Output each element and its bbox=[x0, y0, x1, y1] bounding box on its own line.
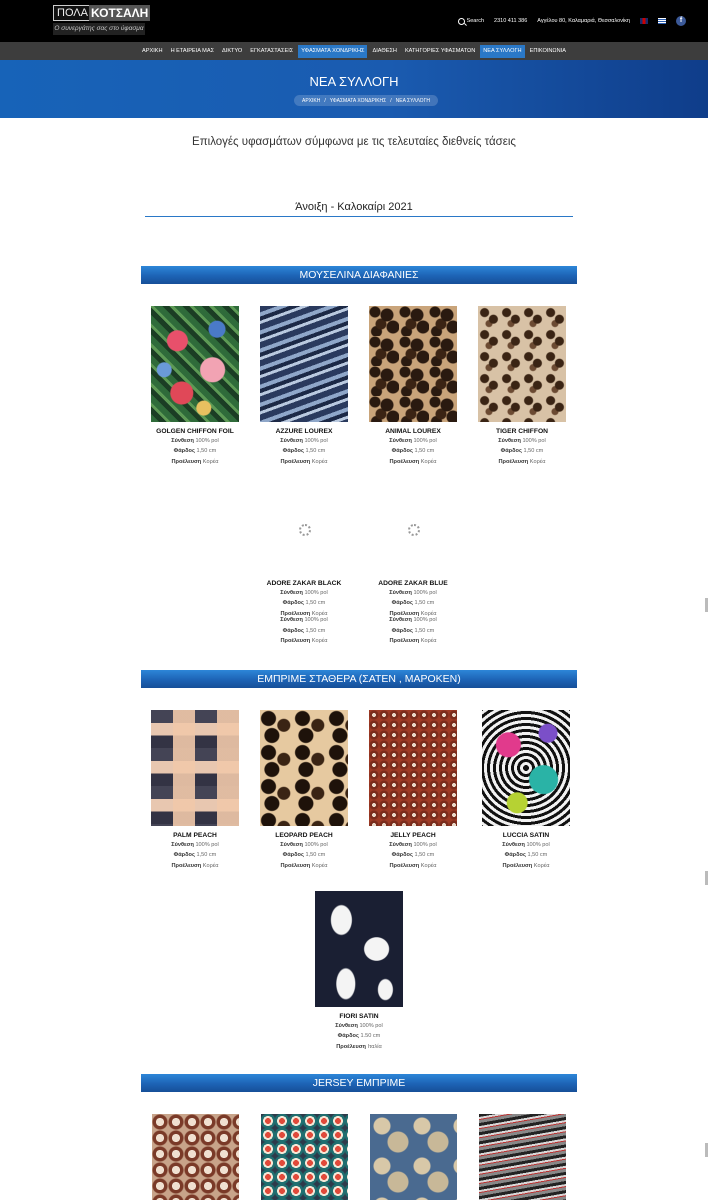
top-bar bbox=[0, 0, 708, 42]
product-image[interactable] bbox=[260, 306, 348, 422]
spec-value: 100% pol bbox=[359, 1023, 383, 1029]
spec-label: Φάρδος bbox=[391, 627, 413, 634]
phone-number[interactable]: 2310 411 386 bbox=[494, 18, 528, 24]
product-spec-composition bbox=[478, 840, 574, 850]
spec-value: Κορέα bbox=[529, 458, 546, 465]
spec-label: Προέλευση bbox=[280, 862, 311, 869]
spec-label: Σύνθεση bbox=[171, 842, 194, 848]
spec-value: 100% pol bbox=[304, 617, 328, 624]
product-image[interactable] bbox=[152, 1114, 239, 1200]
product-spec-width bbox=[256, 850, 352, 860]
spec-label: Φάρδος bbox=[391, 448, 413, 455]
spec-label: Σύνθεση bbox=[280, 438, 303, 444]
spec-label: Προέλευση bbox=[498, 458, 529, 465]
product-image[interactable] bbox=[260, 710, 348, 826]
spec-value: 100% pol bbox=[413, 438, 437, 444]
spec-value: 1,50 cm bbox=[527, 852, 548, 859]
product-card[interactable] bbox=[365, 306, 461, 467]
product-spec-width bbox=[147, 446, 243, 456]
spec-value: 100% pol bbox=[195, 438, 219, 444]
spec-label: Σύνθεση bbox=[171, 438, 194, 444]
product-image[interactable] bbox=[315, 891, 403, 1007]
spec-label: Φάρδος bbox=[282, 852, 304, 859]
product-spec-composition bbox=[365, 436, 461, 446]
product-spec-origin bbox=[365, 636, 461, 646]
product-spec-composition bbox=[365, 840, 461, 850]
product-spec-composition bbox=[311, 1021, 407, 1031]
product-spec-width bbox=[311, 1031, 407, 1041]
product-card[interactable] bbox=[311, 891, 407, 1052]
spec-value: 1,50 cm bbox=[414, 627, 435, 634]
product-card[interactable] bbox=[147, 710, 243, 871]
nav-item[interactable]: ΔΙΑΘΕΣΗ bbox=[372, 47, 397, 54]
spec-value: Κορέα bbox=[202, 862, 219, 869]
spec-label: Προέλευση bbox=[389, 862, 420, 869]
product-spec-composition bbox=[256, 588, 352, 598]
spec-label: Σύνθεση bbox=[389, 590, 412, 596]
product-name[interactable]: ADORE ZAKAR BLACK bbox=[266, 580, 342, 587]
spec-value: 1,50 cm bbox=[305, 448, 326, 455]
search-label: Search bbox=[466, 18, 485, 24]
spec-value: 1,50 cm bbox=[305, 852, 326, 859]
breadcrumb-wholesale[interactable]: ΥΦΑΣΜΑΤΑ ΧΟΝΔΡΙΚΗΣ bbox=[329, 97, 387, 104]
spec-value: Κορέα bbox=[311, 862, 328, 869]
product-name[interactable]: GOLGEN CHIFFON FOIL bbox=[156, 428, 234, 435]
spec-label: Σύνθεση bbox=[389, 617, 412, 624]
search-button[interactable] bbox=[458, 18, 484, 25]
product-spec-width bbox=[147, 850, 243, 860]
logo-tagline: Ο συνεργάτης σας στο ύφασμα bbox=[53, 23, 145, 35]
spec-label: Σύνθεση bbox=[335, 1023, 358, 1029]
spec-label: Προέλευση bbox=[502, 862, 533, 869]
product-spec-composition bbox=[474, 436, 570, 446]
season-divider bbox=[145, 216, 573, 217]
logo-name: ΚΟΤΣΑΛΗ bbox=[91, 6, 149, 20]
facebook-icon[interactable]: f bbox=[676, 16, 686, 26]
page-title: ΝΕΑ ΣΥΛΛΟΓΗ bbox=[309, 74, 399, 89]
product-card[interactable] bbox=[256, 458, 352, 646]
spec-value: 100% pol bbox=[413, 590, 437, 596]
product-image[interactable] bbox=[151, 306, 239, 422]
spec-value: Κορέα bbox=[311, 638, 328, 645]
product-spec-width bbox=[256, 598, 352, 608]
spec-value: Ιταλία bbox=[367, 1043, 382, 1050]
product-image[interactable] bbox=[151, 710, 239, 826]
product-card[interactable] bbox=[256, 710, 352, 871]
nav-item[interactable]: ΕΠΙΚΟΙΝΩΝΙΑ bbox=[529, 47, 566, 54]
product-card[interactable] bbox=[256, 306, 352, 467]
product-name[interactable]: LUCCIA SATIN bbox=[502, 832, 550, 839]
spec-label: Προέλευση bbox=[171, 458, 202, 465]
product-spec-origin bbox=[478, 861, 574, 871]
product-spec-width bbox=[365, 850, 461, 860]
spec-label: Σύνθεση bbox=[498, 438, 521, 444]
spec-label: Φάρδος bbox=[504, 852, 526, 859]
product-spec-width bbox=[256, 626, 352, 636]
page-hero bbox=[0, 60, 708, 118]
product-spec-width bbox=[478, 850, 574, 860]
spec-label: Προέλευση bbox=[280, 610, 311, 617]
nav-item[interactable]: ΕΓΚΑΤΑΣΤΑΣΕΙΣ bbox=[250, 47, 294, 54]
product-card[interactable] bbox=[365, 458, 461, 646]
nav-item[interactable]: Η ΕΤΑΙΡΕΙΑ ΜΑΣ bbox=[170, 47, 215, 54]
spec-label: Προέλευση bbox=[389, 458, 420, 465]
product-spec-origin bbox=[311, 1042, 407, 1052]
spec-value: 100% pol bbox=[413, 617, 437, 624]
nav-item[interactable]: ΔΙΚΤΥΟ bbox=[222, 47, 243, 54]
product-spec-origin bbox=[147, 861, 243, 871]
product-name[interactable]: ANIMAL LOUREX bbox=[385, 428, 441, 435]
flag-gr-icon[interactable] bbox=[658, 18, 666, 24]
product-spec-composition bbox=[147, 436, 243, 446]
spec-value: 1,50 cm bbox=[305, 627, 326, 634]
spec-value: Κορέα bbox=[420, 610, 437, 617]
address: Αγγέλου 80, Καλαμαριά, Θεσσαλονίκη bbox=[537, 18, 630, 24]
spec-value: 100% pol bbox=[413, 842, 437, 848]
spec-value: 100% pol bbox=[304, 590, 328, 596]
product-name[interactable]: AZZURE LOUREX bbox=[275, 428, 333, 435]
search-icon bbox=[458, 18, 465, 25]
spec-label: Φάρδος bbox=[500, 448, 522, 455]
spec-label: Προέλευση bbox=[280, 458, 311, 465]
loading-spinner-icon bbox=[408, 524, 420, 536]
spec-value: Κορέα bbox=[420, 638, 437, 645]
product-spec-origin bbox=[256, 861, 352, 871]
spec-label: Φάρδος bbox=[282, 448, 304, 455]
product-image[interactable] bbox=[369, 710, 457, 826]
spec-label: Σύνθεση bbox=[502, 842, 525, 848]
spec-label: Φάρδος bbox=[173, 852, 195, 859]
product-image[interactable] bbox=[369, 306, 457, 422]
product-spec-width bbox=[365, 446, 461, 456]
product-spec-composition bbox=[256, 840, 352, 850]
spec-value: 1,50 cm bbox=[523, 448, 544, 455]
product-spec-width bbox=[365, 598, 461, 608]
product-image[interactable] bbox=[261, 1114, 348, 1200]
spec-value: 1,50 cm bbox=[196, 448, 217, 455]
product-spec-composition bbox=[256, 615, 352, 625]
spec-value: 100% pol bbox=[195, 842, 219, 848]
spec-value: Κορέα bbox=[420, 458, 437, 465]
breadcrumb-separator: / bbox=[324, 97, 326, 104]
breadcrumb-current: ΝΕΑ ΣΥΛΛΟΓΗ bbox=[395, 97, 430, 104]
nav-item[interactable]: ΚΑΤΗΓΟΡΙΕΣ ΥΦΑΣΜΑΤΩΝ bbox=[404, 47, 476, 54]
product-spec-width bbox=[256, 446, 352, 456]
intro-subtitle: Επιλογές υφασμάτων σύμφωνα με τις τελευταίες διεθνείς τάσεις bbox=[192, 136, 516, 148]
spec-value: Κορέα bbox=[420, 862, 437, 869]
spec-value: 1.50 cm bbox=[360, 1033, 381, 1040]
nav-item[interactable]: ΥΦΑΣΜΑΤΑ ΧΟΝΔΡΙΚΗΣ bbox=[298, 45, 367, 58]
main-nav bbox=[0, 42, 708, 60]
spec-label: Φάρδος bbox=[391, 852, 413, 859]
spec-label: Σύνθεση bbox=[389, 842, 412, 848]
product-name[interactable]: LEOPARD PEACH bbox=[275, 832, 333, 839]
product-card[interactable] bbox=[478, 710, 574, 871]
logo[interactable] bbox=[53, 5, 149, 36]
spec-value: Κορέα bbox=[311, 458, 328, 465]
breadcrumb-home[interactable]: ΑΡΧΙΚΗ bbox=[302, 97, 321, 104]
spec-value: Κορέα bbox=[202, 458, 219, 465]
product-name[interactable]: JELLY PEACH bbox=[390, 832, 436, 839]
spec-label: Φάρδος bbox=[282, 600, 304, 607]
product-spec-origin bbox=[365, 861, 461, 871]
spec-label: Σύνθεση bbox=[280, 590, 303, 596]
product-spec-composition bbox=[147, 840, 243, 850]
product-image[interactable] bbox=[482, 710, 570, 826]
product-name[interactable]: PALM PEACH bbox=[173, 832, 217, 839]
product-card[interactable] bbox=[147, 306, 243, 467]
spec-label: Σύνθεση bbox=[389, 438, 412, 444]
section-header-prints: ΕΜΠΡΙΜΕ ΣΤΑΘΕΡΑ (ΣΑΤΕΝ , ΜΑΡΟΚΕΝ) bbox=[141, 670, 577, 688]
breadcrumb-separator: / bbox=[390, 97, 392, 104]
spec-value: 1,50 cm bbox=[196, 852, 217, 859]
loading-spinner-icon bbox=[299, 524, 311, 536]
top-utilities bbox=[458, 14, 686, 28]
spec-value: 100% pol bbox=[522, 438, 546, 444]
spec-value: 1,50 cm bbox=[305, 600, 326, 607]
product-spec-width bbox=[365, 626, 461, 636]
spec-label: Προέλευση bbox=[280, 638, 311, 645]
spec-label: Προέλευση bbox=[389, 638, 420, 645]
spec-label: Προέλευση bbox=[389, 610, 420, 617]
section-header-jersey: JERSEY ΕΜΠΡΙΜΕ bbox=[141, 1074, 577, 1092]
product-spec-composition bbox=[256, 436, 352, 446]
season-heading: Άνοιξη - Καλοκαίρι 2021 bbox=[295, 201, 413, 213]
spec-label: Φάρδος bbox=[282, 627, 304, 634]
product-spec-origin bbox=[474, 457, 570, 467]
nav-item[interactable]: ΝΕΑ ΣΥΛΛΟΓΗ bbox=[480, 45, 524, 58]
spec-label: Φάρδος bbox=[391, 600, 413, 607]
flag-en-icon[interactable] bbox=[640, 18, 648, 24]
spec-value: 100% pol bbox=[526, 842, 550, 848]
product-card[interactable] bbox=[365, 710, 461, 871]
product-spec-origin bbox=[147, 457, 243, 467]
section-header-chiffon: ΜΟΥΣΕΛΙΝΑ ΔΙΑΦΑΝΙΕΣ bbox=[141, 266, 577, 284]
product-spec-origin bbox=[256, 636, 352, 646]
nav-item[interactable]: ΑΡΧΙΚΗ bbox=[142, 47, 163, 54]
spec-label: Σύνθεση bbox=[280, 617, 303, 624]
logo-mark: ΠΟΛΑ bbox=[53, 5, 92, 21]
product-card[interactable] bbox=[474, 306, 570, 467]
spec-label: Φάρδος bbox=[173, 448, 195, 455]
spec-value: 1,50 cm bbox=[414, 448, 435, 455]
product-spec-composition bbox=[365, 615, 461, 625]
spec-value: 100% pol bbox=[304, 438, 328, 444]
spec-value: Κορέα bbox=[311, 610, 328, 617]
product-image[interactable] bbox=[370, 1114, 457, 1200]
product-spec-composition bbox=[365, 588, 461, 598]
product-name[interactable]: FIORI SATIN bbox=[339, 1013, 379, 1020]
spec-label: Προέλευση bbox=[171, 862, 202, 869]
product-spec-width bbox=[474, 446, 570, 456]
breadcrumb bbox=[294, 95, 438, 106]
spec-value: 1,50 cm bbox=[414, 600, 435, 607]
product-name[interactable]: ADORE ZAKAR BLUE bbox=[378, 580, 448, 587]
spec-value: 1,50 cm bbox=[414, 852, 435, 859]
spec-label: Φάρδος bbox=[337, 1033, 359, 1040]
spec-value: 100% pol bbox=[304, 842, 328, 848]
spec-value: Κορέα bbox=[533, 862, 550, 869]
product-image[interactable] bbox=[479, 1114, 566, 1200]
spec-label: Προέλευση bbox=[336, 1043, 366, 1050]
product-name[interactable]: TIGER CHIFFON bbox=[495, 428, 548, 435]
spec-label: Σύνθεση bbox=[280, 842, 303, 848]
product-image[interactable] bbox=[478, 306, 566, 422]
